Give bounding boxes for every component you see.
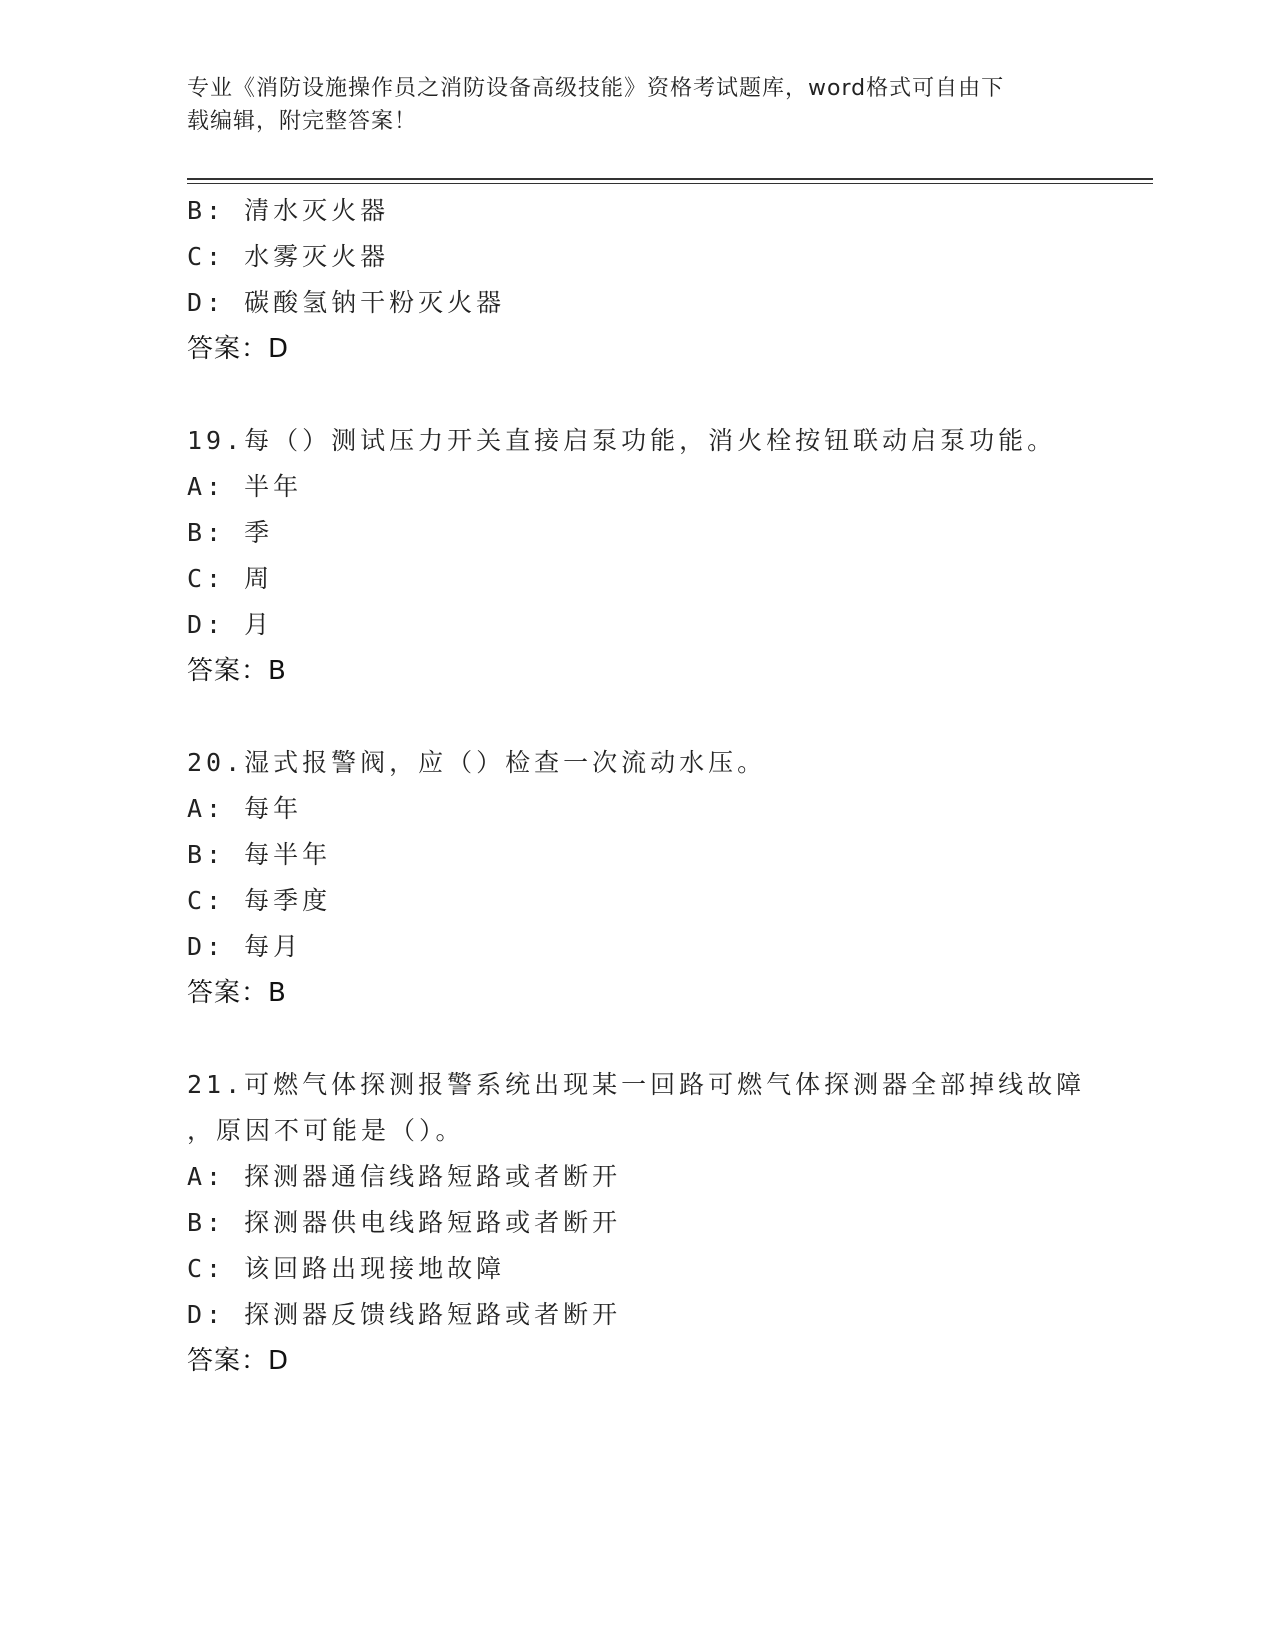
- option-d: D: 碳酸氢钠干粉灭火器: [187, 288, 506, 317]
- answer: 答案：B: [187, 978, 287, 1008]
- option-c: C: 水雾灭火器: [187, 242, 390, 271]
- question-18-continued: [187, 188, 1087, 372]
- question-title: 20.湿式报警阀，应（）检查一次流动水压。: [187, 748, 767, 777]
- answer: 答案：D: [187, 1346, 290, 1376]
- question-20: [187, 740, 1087, 1016]
- question-title-line-2: ，原因不可能是（）。: [187, 1116, 465, 1145]
- answer: 答案：D: [187, 334, 290, 364]
- header-divider-thin: [187, 183, 1153, 184]
- answer: 答案：B: [187, 656, 287, 686]
- header-line-1: 专业《消防设施操作员之消防设备高级技能》资格考试题库，word格式可自由下: [187, 76, 1005, 101]
- question-title: 19.每（）测试压力开关直接启泵功能，消火栓按钮联动启泵功能。: [187, 426, 1057, 455]
- option-a: A: 半年: [187, 472, 303, 501]
- option-b: B: 季: [187, 518, 274, 547]
- option-d: D: 月: [187, 610, 274, 639]
- option-c: C: 每季度: [187, 886, 332, 915]
- option-a: A: 探测器通信线路短路或者断开: [187, 1162, 622, 1191]
- header-line-2: 载编辑，附完整答案！: [187, 109, 418, 134]
- option-d: D: 探测器反馈线路短路或者断开: [187, 1300, 622, 1329]
- option-d: D: 每月: [187, 932, 303, 961]
- option-b: B: 清水灭火器: [187, 196, 390, 225]
- document-header: [187, 72, 1067, 138]
- header-divider-thick: [187, 178, 1153, 180]
- question-21: [187, 1062, 1087, 1384]
- question-title-line-1: 21.可燃气体探测报警系统出现某一回路可燃气体探测器全部掉线故障: [187, 1070, 1086, 1099]
- option-b: B: 探测器供电线路短路或者断开: [187, 1208, 622, 1237]
- option-c: C: 该回路出现接地故障: [187, 1254, 506, 1283]
- option-b: B: 每半年: [187, 840, 332, 869]
- option-c: C: 周: [187, 564, 274, 593]
- option-a: A: 每年: [187, 794, 303, 823]
- question-19: [187, 418, 1087, 694]
- question-list: [187, 188, 1087, 1384]
